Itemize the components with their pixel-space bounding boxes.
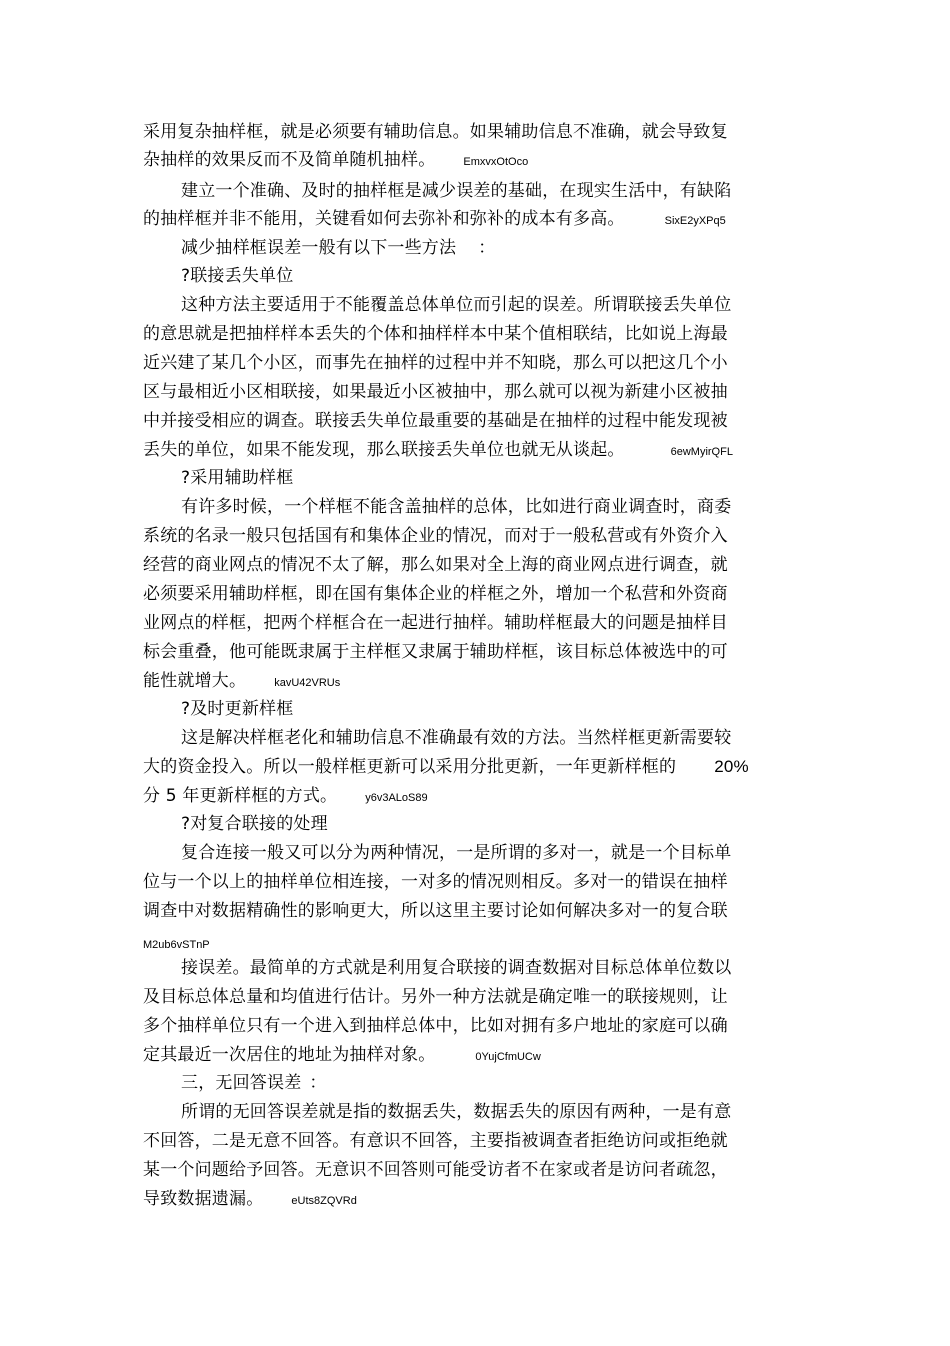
text-line: 建立一个准确、及时的抽样框是减少误差的基础，在现实生活中，有缺陷 <box>181 181 732 201</box>
text-line <box>143 932 210 956</box>
watermark-code: kavU42VRUs <box>274 677 341 689</box>
text-line: 采用复杂抽样框，就是必须要有辅助信息。如果辅助信息不准确，就会导致复 <box>143 122 728 142</box>
text-line: 调查中对数据精确性的影响更大，所以这里主要讨论如何解决多对一的复合联 <box>143 901 728 921</box>
text-line: 杂抽样的效果反而不及简单随机抽样。 EmxvxOtOco <box>143 150 529 170</box>
text-line: 的意思就是把抽样样本丢失的个体和抽样样本中某个值相联结，比如说上海最 <box>143 324 728 344</box>
watermark-code: 0YujCfmUCw <box>475 1051 541 1063</box>
text-line: 经营的商业网点的情况不太了解，那么如果对全上海的商业网点进行调查，就 <box>143 555 728 575</box>
text-line: 有许多时候，一个样框不能含盖抽样的总体，比如进行商业调查时，商委 <box>181 497 732 517</box>
percent-value: 20% <box>714 757 749 776</box>
watermark-code: SixE2yXPq5 <box>664 215 726 227</box>
watermark-code: 6ewMyirQFL <box>670 446 733 458</box>
text-line: 多个抽样单位只有一个进入到抽样总体中，比如对拥有多户地址的家庭可以确 <box>143 1016 728 1036</box>
text-line: 的抽样框并非不能用，关键看如何去弥补和弥补的成本有多高。 SixE2yXPq5 <box>143 209 726 229</box>
text-line: 必须要采用辅助样框，即在国有集体企业的样框之外，增加一个私营和外资商 <box>143 584 728 604</box>
text-line: 减少抽样框误差一般有以下一些方法 ： <box>181 238 496 258</box>
text-line: 业网点的样框，把两个样框合在一起进行抽样。辅助样框最大的问题是抽样目 <box>143 613 728 633</box>
text-line: 丢失的单位，如果不能发现，那么联接丢失单位也就无从谈起。 6ewMyirQFL <box>143 440 733 460</box>
section-heading: ?联接丢失单位 <box>181 266 294 286</box>
section-heading: ?采用辅助样框 <box>181 468 294 488</box>
text-line: 近兴建了某几个小区，而事先在抽样的过程中并不知晓，那么可以把这几个小 <box>143 353 728 373</box>
section-heading: ?及时更新样框 <box>181 699 294 719</box>
text-line: 所谓的无回答误差就是指的数据丢失，数据丢失的原因有两种，一是有意 <box>181 1102 732 1122</box>
section-heading: ?对复合联接的处理 <box>181 814 328 834</box>
text-line: 这种方法主要适用于不能覆盖总体单位而引起的误差。所谓联接丢失单位 <box>181 295 732 315</box>
text-line: 标会重叠，他可能既隶属于主样框又隶属于辅助样框，该目标总体被选中的可 <box>143 642 728 662</box>
watermark-code: EmxvxOtOco <box>463 156 529 168</box>
text-line: 这是解决样框老化和辅助信息不准确最有效的方法。当然样框更新需要较 <box>181 728 732 748</box>
text-line: 复合连接一般又可以分为两种情况，一是所谓的多对一，就是一个目标单 <box>181 843 732 863</box>
text-line: 大的资金投入。所以一般样框更新可以采用分批更新，一年更新样框的 20% <box>143 757 749 777</box>
text-line: 不回答，二是无意不回答。有意识不回答，主要指被调查者拒绝访问或拒绝就 <box>143 1131 728 1151</box>
watermark-code: y6v3ALoS89 <box>365 792 428 804</box>
text-line: 接误差。最简单的方式就是利用复合联接的调查数据对目标总体单位数以 <box>181 958 732 978</box>
watermark-code: M2ub6vSTnP <box>143 939 210 951</box>
text-line: 某一个问题给予回答。无意识不回答则可能受访者不在家或者是访问者疏忽， <box>143 1160 728 1180</box>
text-line: 区与最相近小区相联接，如果最近小区被抽中，那么就可以视为新建小区被抽 <box>143 382 728 402</box>
text-line: 分 5 年更新样框的方式。 y6v3ALoS89 <box>143 786 428 806</box>
text-line: 能性就增大。 kavU42VRUs <box>143 671 341 691</box>
text-line: 中并接受相应的调查。联接丢失单位最重要的基础是在抽样的过程中能发现被 <box>143 411 728 431</box>
text-line: 导致数据遗漏。 eUts8ZQVRd <box>143 1189 357 1209</box>
text-line: 定其最近一次居住的地址为抽样对象。 0YujCfmUCw <box>143 1045 541 1065</box>
section-heading: 三，无回答误差 ： <box>181 1073 327 1093</box>
text-line: 系统的名录一般只包括国有和集体企业的情况，而对于一般私营或有外资介入 <box>143 526 728 546</box>
text-line: 及目标总体总量和均值进行估计。另外一种方法就是确定唯一的联接规则，让 <box>143 987 728 1007</box>
text-line: 位与一个以上的抽样单位相连接，一对多的情况则相反。多对一的错误在抽样 <box>143 872 728 892</box>
watermark-code: eUts8ZQVRd <box>291 1195 357 1207</box>
